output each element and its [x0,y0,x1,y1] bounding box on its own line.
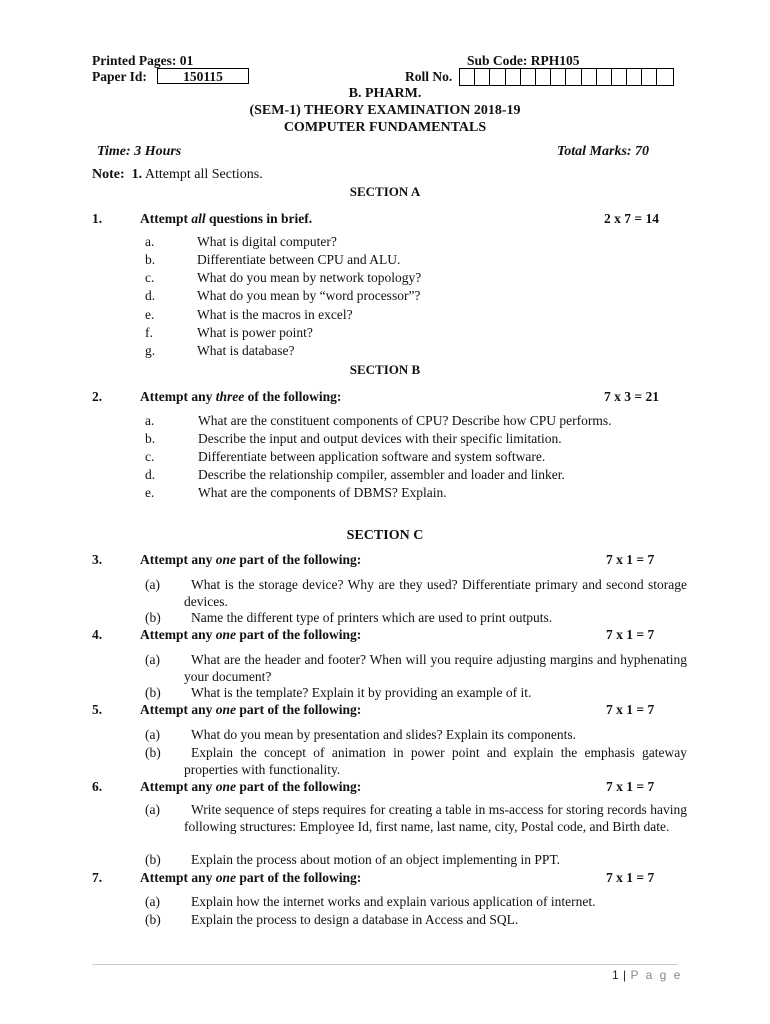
paper-id-label: Paper Id: [92,69,147,84]
q6-post: part of the following: [236,779,362,794]
roll-no-label: Roll No. [405,69,453,84]
section-a-title: SECTION A [349,184,421,199]
q7-marks: 7 x 1 = 7 [606,870,655,885]
option-label: d. [145,467,156,482]
note-text: Attempt all Sections. [144,167,263,182]
q6-marks: 7 x 1 = 7 [606,779,655,794]
q5-pre: Attempt any [140,702,216,717]
exam-title: (SEM-1) THEORY EXAMINATION 2018-19 [249,103,521,118]
q4-instruction [140,627,361,643]
note-num: 1. [131,167,143,182]
part-label: (a) [145,727,160,742]
part-text: Explain the concept of animation in power point and explain the emphasis gateway properties with functionality. [184,745,687,777]
roll-no-box [612,69,627,85]
option-text: What do you mean by network topology? [197,270,422,285]
option-text: What do you mean by “word processor”? [197,288,421,303]
part-label: (b) [145,852,161,867]
q7-pre: Attempt any [140,870,216,885]
option-label: e. [145,485,155,500]
option-label: a. [145,413,155,428]
roll-no-box [506,69,521,85]
option-text: What is database? [197,343,295,358]
q6-number: 6. [92,779,103,794]
total-marks: Total Marks: 70 [557,144,650,159]
roll-no-boxes [459,68,674,86]
roll-no-box [657,69,672,85]
time-allowed: Time: 3 Hours [97,144,182,159]
option-text: What is digital computer? [197,234,337,249]
subject-title: COMPUTER FUNDAMENTALS [283,120,487,135]
part-label: (a) [145,894,160,909]
q2-pre: Attempt any [140,389,216,404]
part-text: Name the different type of printers which are used to print outputs. [191,610,553,625]
page-footer [612,968,682,982]
option-label: a. [145,234,155,249]
q5-number: 5. [92,702,103,717]
q1-number: 1. [92,211,103,226]
page-separator: | [619,968,631,982]
option-label: c. [145,270,155,285]
roll-no-box [475,69,490,85]
q6-instruction [140,779,361,795]
paper-id-box: 150115 [157,68,249,84]
page-number: 1 [612,968,620,982]
part-label: (b) [145,685,161,700]
roll-no-box [582,69,597,85]
roll-no-box [536,69,551,85]
q1-pre: Attempt [140,211,192,226]
roll-no-box [460,69,475,85]
q3-instruction [140,552,361,568]
roll-no-box [642,69,657,85]
page-word: P a g e [630,968,683,982]
note-prefix: Note: [92,167,125,182]
printed-pages: Printed Pages: 01 [92,53,194,68]
q6-em: one [215,779,236,794]
option-label: f. [145,325,153,340]
part-text: Explain the process about motion of an object implementing in PPT. [191,852,561,867]
q7-number: 7. [92,870,103,885]
q2-em: three [215,389,245,404]
q7-instruction [140,870,361,886]
q7-em: one [215,870,236,885]
q3-number: 3. [92,552,103,567]
option-label: e. [145,307,155,322]
q2-instruction [140,389,341,405]
part-label: (b) [145,912,161,927]
q3-pre: Attempt any [140,552,216,567]
q5-post: part of the following: [236,702,362,717]
q3-em: one [215,552,236,567]
program-title: B. PHARM. [348,86,422,101]
option-label: b. [145,252,156,267]
q3-post: part of the following: [236,552,362,567]
part-text: What do you mean by presentation and slides? Explain its components. [191,727,577,742]
part-label: (a) [145,652,160,667]
part-text: Explain the process to design a database in Access and SQL. [191,912,519,927]
option-label: g. [145,343,156,358]
part-label: (b) [145,610,161,625]
option-label: c. [145,449,155,464]
q1-post: questions in brief. [205,211,313,226]
part-text: What are the header and footer? When will you require adjusting margins and hyphenating your document? [184,652,687,684]
q2-marks: 7 x 3 = 21 [604,389,659,404]
part-text: What is the storage device? Why are they used? Differentiate primary and second storage devices. [184,577,687,609]
q5-em: one [215,702,236,717]
option-text: What is power point? [197,325,313,340]
roll-no-box [490,69,505,85]
sub-code: Sub Code: RPH105 [467,53,580,68]
roll-no-box [627,69,642,85]
roll-no-box [521,69,536,85]
roll-no-box [551,69,566,85]
part-text: What is the template? Explain it by providing an example of it. [191,685,532,700]
q4-post: part of the following: [236,627,362,642]
option-label: d. [145,288,156,303]
option-text: What is the macros in excel? [197,307,353,322]
section-b-title: SECTION B [349,362,421,377]
part-text: Write sequence of steps requires for creating a table in ms-access for storing records having following structures: Employee Id, first name, last name, city, Postal code, and Birth date. [184,802,687,834]
q4-marks: 7 x 1 = 7 [606,627,655,642]
option-text: What are the components of DBMS? Explain. [198,485,447,500]
q4-number: 4. [92,627,103,642]
part-label: (a) [145,802,160,817]
option-text: Describe the relationship compiler, assembler and loader and linker. [198,467,565,482]
q6-pre: Attempt any [140,779,216,794]
option-text: What are the constituent components of CPU? Describe how CPU performs. [198,413,612,428]
option-text: Differentiate between CPU and ALU. [197,252,401,267]
section-c-title: SECTION C [346,528,424,543]
part-label: (a) [145,577,160,592]
q2-post: of the following: [244,389,342,404]
option-text: Differentiate between application software and system software. [198,449,546,464]
option-text: Describe the input and output devices with their specific limitation. [198,431,562,446]
option-label: b. [145,431,156,446]
q1-marks: 2 x 7 = 14 [604,211,659,226]
roll-no-box [597,69,612,85]
q2-number: 2. [92,389,103,404]
q7-post: part of the following: [236,870,362,885]
q1-em: all [191,211,206,226]
note [92,167,263,183]
q3-marks: 7 x 1 = 7 [606,552,655,567]
q1-instruction [140,211,312,227]
q5-instruction [140,702,361,718]
q5-marks: 7 x 1 = 7 [606,702,655,717]
roll-no-box [566,69,581,85]
q4-pre: Attempt any [140,627,216,642]
part-text: Explain how the internet works and explain various application of internet. [191,894,596,909]
part-label: (b) [145,745,161,760]
q4-em: one [215,627,236,642]
footer-divider [92,964,678,965]
